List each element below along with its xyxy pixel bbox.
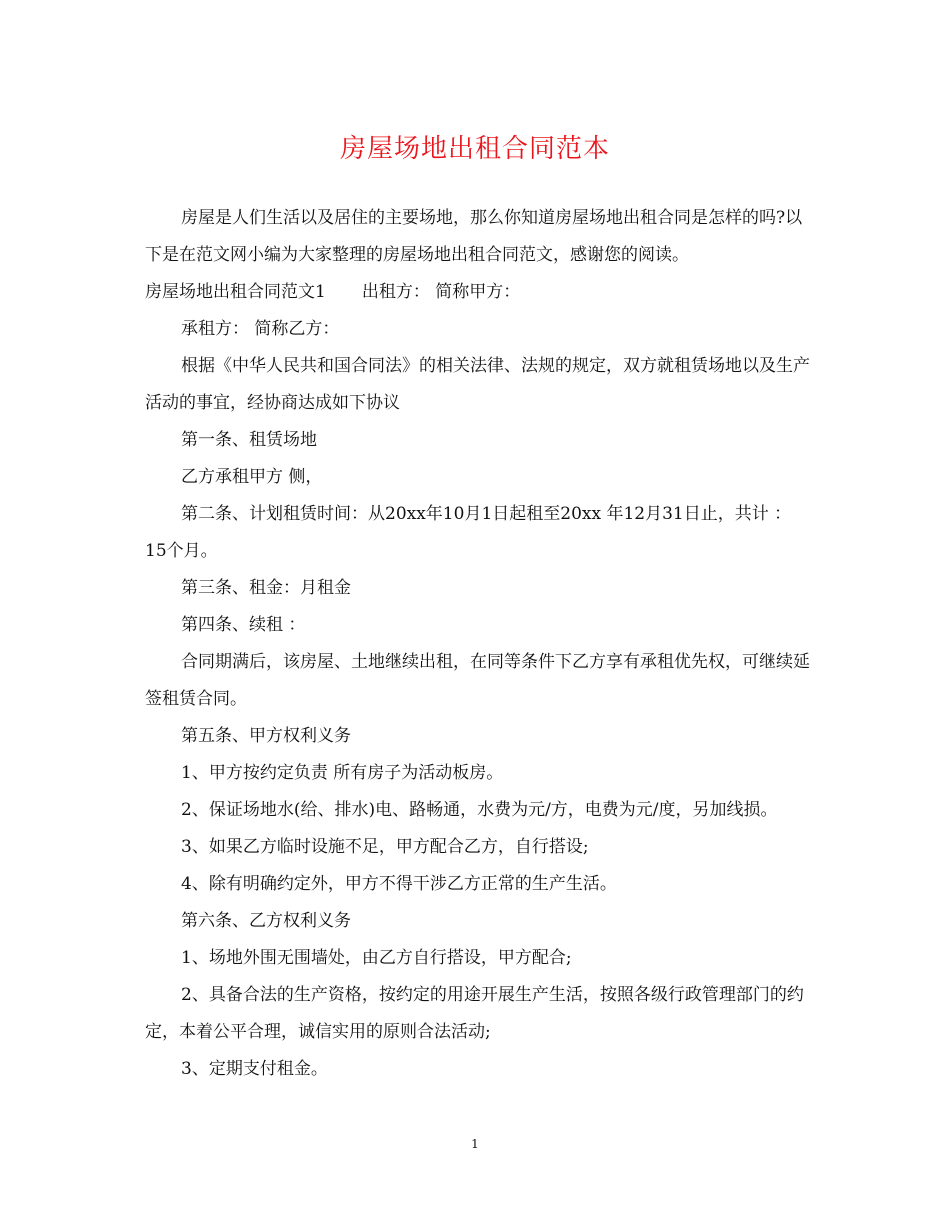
sample-heading-line [145,274,810,311]
article1-text: 乙方承租甲方 侧， [181,467,323,487]
lessee-line: 承租方： 简称乙方： [181,319,340,339]
intro-paragraph: 房屋是人们生活以及居住的主要场地，那么你知道房屋场地出租合同是怎样的吗?以下是在范文网小编为大家整理的房屋场地出租合同范文，感谢您的阅读。 [145,208,803,265]
article4-title: 第四条、续租 ： [181,615,306,635]
article5-item: 4、除有明确约定外，甲方不得干涉乙方正常的生产生活。 [181,874,617,894]
article6-item: 3、定期支付租金。 [181,1059,328,1079]
document-body [145,200,810,1088]
article5-title: 第五条、甲方权利义务 [181,726,351,746]
article6-title: 第六条、乙方权利义务 [181,911,351,931]
preamble-paragraph: 根据《中华人民共和国合同法》的相关法律、法规的规定，双方就租赁场地以及生产活动的事宜，经协商达成如下协议 [145,356,810,413]
article5-item: 3、如果乙方临时设施不足，甲方配合乙方，自行搭设; [181,837,589,857]
document-title: 房屋场地出租合同范本 [339,134,610,164]
sample-heading: 房屋场地出租合同范文1 [145,282,326,302]
lessor-line: 出租方： 简称甲方： [361,282,521,302]
article6-item: 1、场地外围无围墙处，由乙方自行搭设，甲方配合; [181,948,572,968]
article4-text: 合同期满后，该房屋、土地继续出租，在同等条件下乙方享有承租优先权，可继续延签租赁合同。 [145,652,810,709]
page-number: 1 [471,1137,479,1151]
article1-title: 第一条、租赁场地 [181,430,317,450]
article5-item: 2、保证场地水(给、排水)电、路畅通，水费为元/方，电费为元/度，另加线损。 [181,800,778,820]
article6-item: 2、具备合法的生产资格，按约定的用途开展生产生活，按照各级行政管理部门的约定，本着公平合理，诚信实用的原则合法活动; [145,985,804,1042]
article3-paragraph: 第三条、租金：月租金 [181,578,351,598]
article5-item: 1、甲方按约定负责 所有房子为活动板房。 [181,763,504,783]
article2-paragraph: 第二条、计划租赁时间：从20xx年10月1日起租至20xx 年12月31日止，共计 ：15个月。 [145,504,792,561]
